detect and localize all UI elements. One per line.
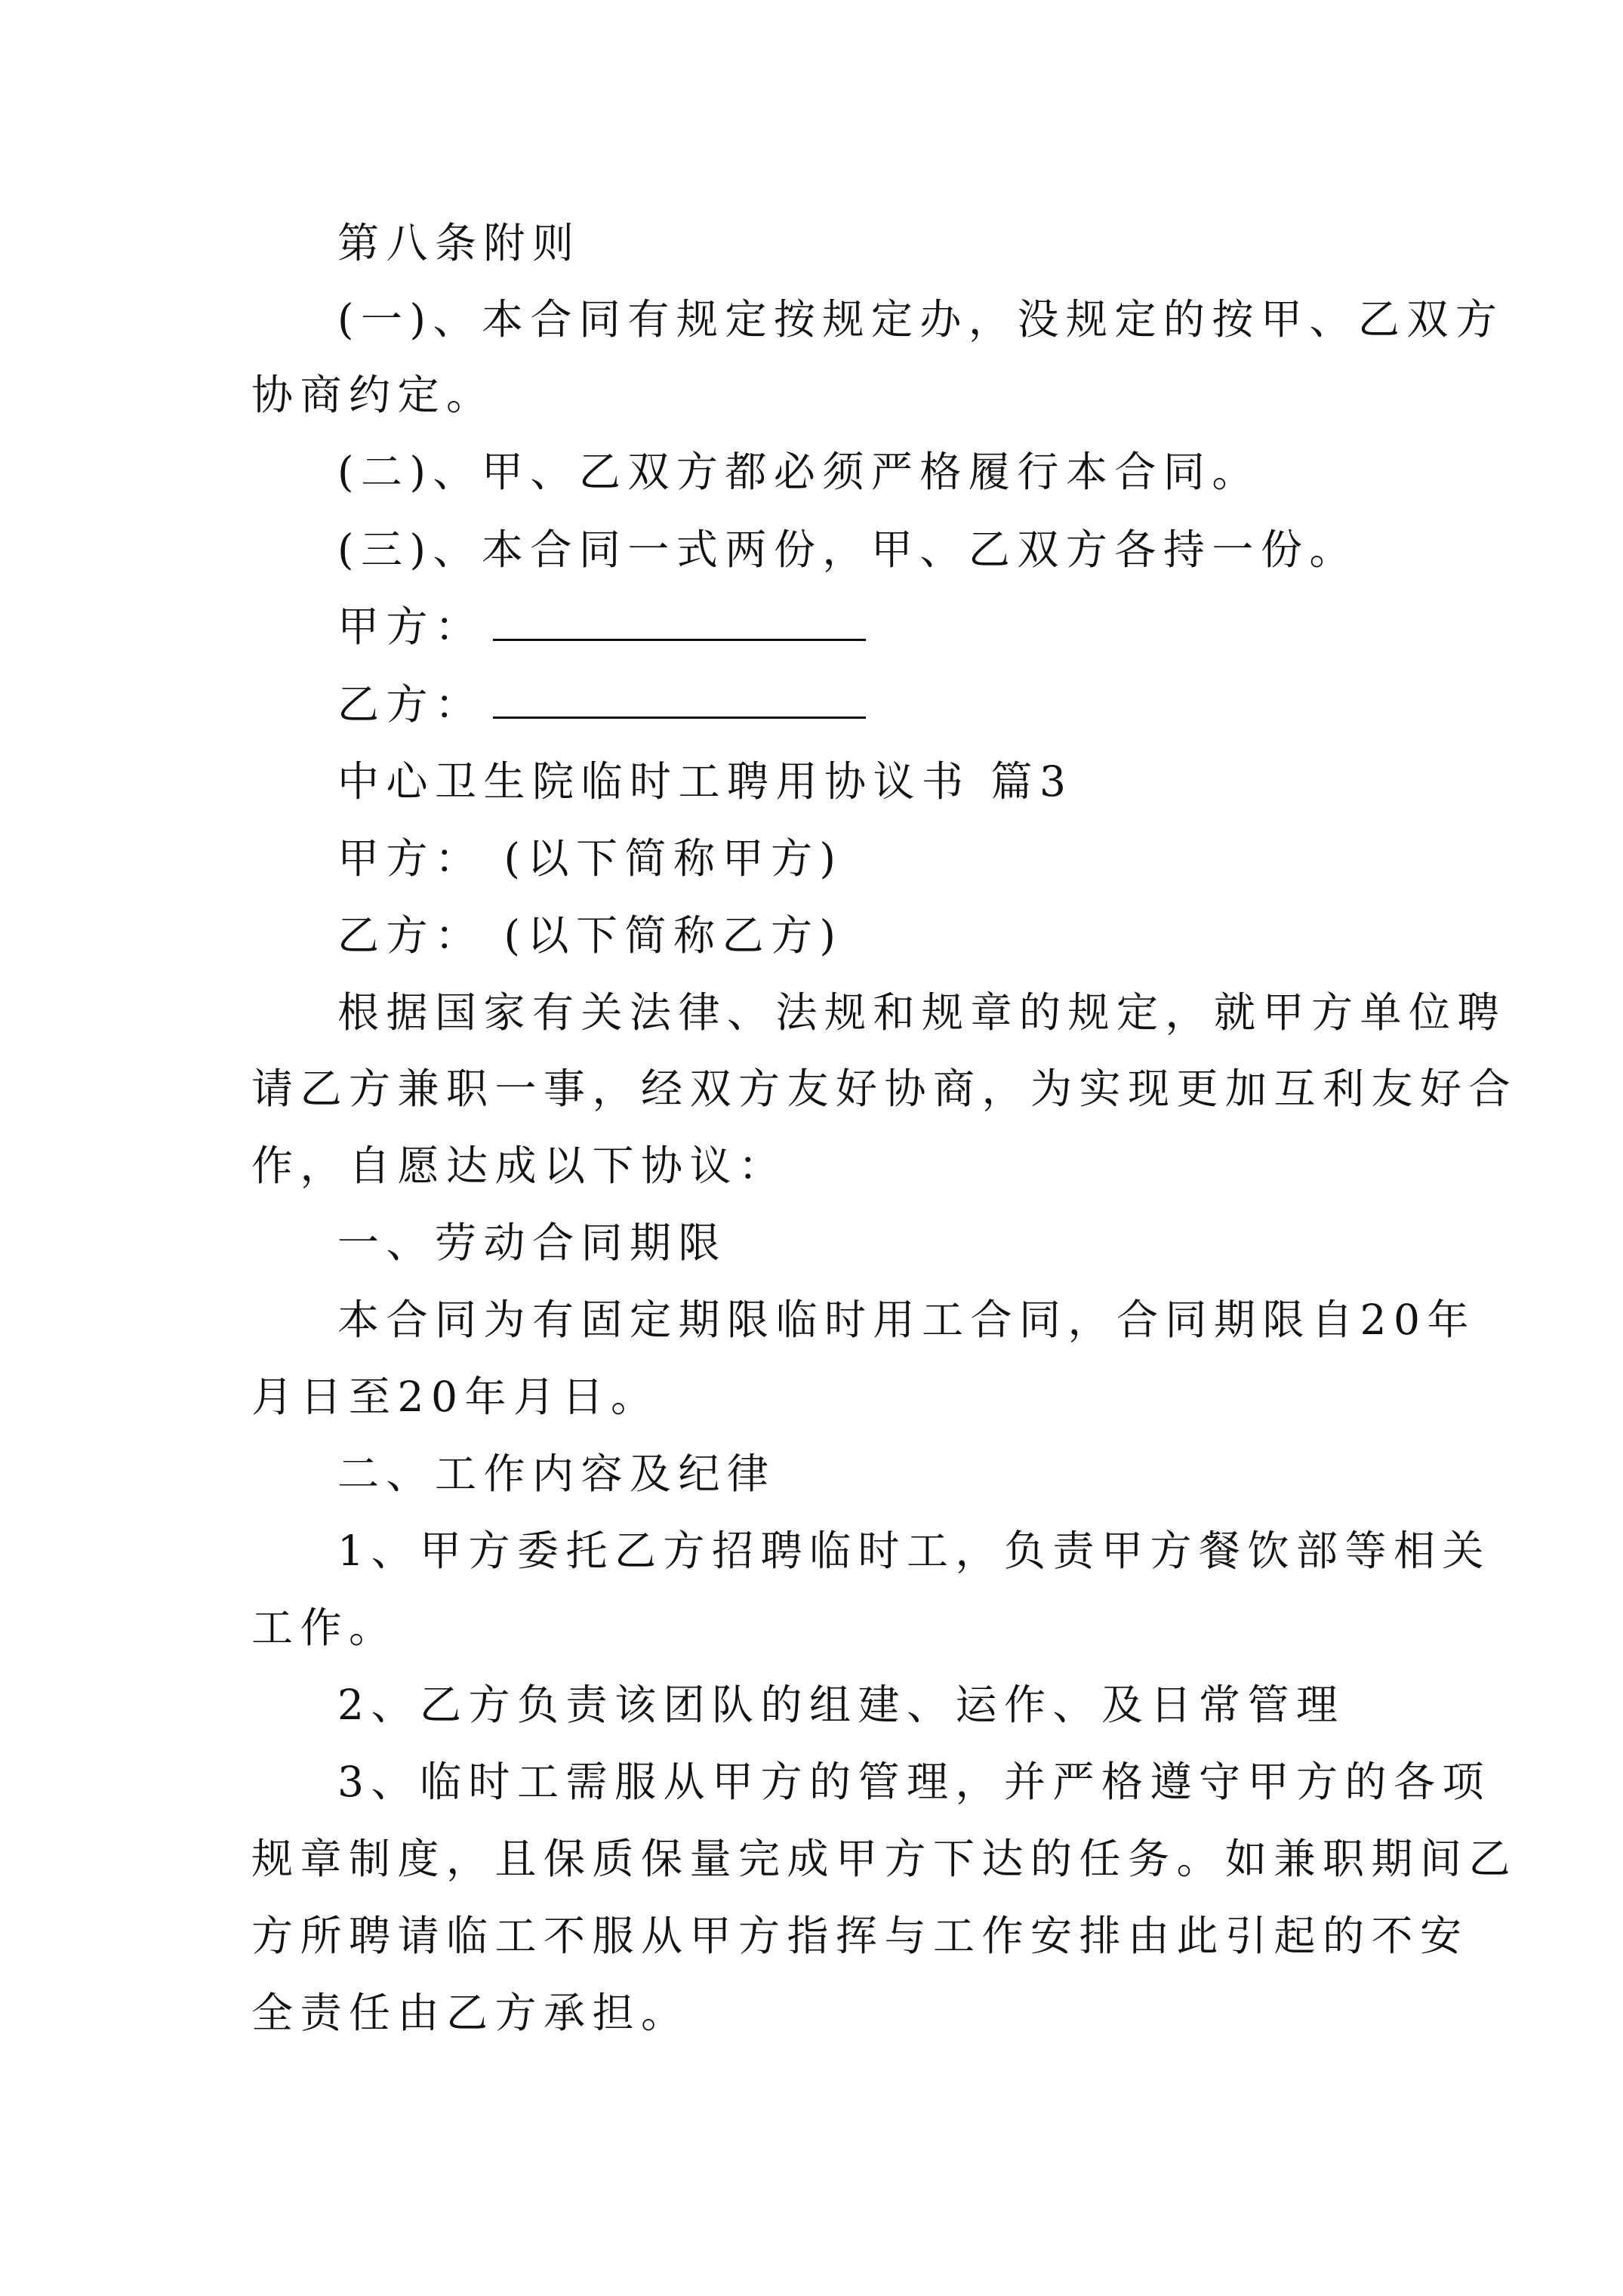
heading-contract-term: 一、劳动合同期限 — [337, 1219, 728, 1267]
article-heading: 第八条附则 — [337, 219, 581, 267]
intro-line-2: 请乙方兼职一事，经双方友好协商，为实现更加互利友好合 — [251, 1065, 1518, 1113]
item-3-line-1: 3、临时工需服从甲方的管理，并严格遵守甲方的各项 — [337, 1758, 1491, 1806]
party-b-signature — [337, 678, 866, 731]
clause-1-line-1: (一)、本合同有规定按规定办，没规定的按甲、乙双方 — [337, 295, 1504, 344]
term-line-2: 月日至20年月日。 — [251, 1373, 660, 1421]
party-a-line: 甲方： (以下简称甲方) — [337, 834, 843, 883]
term-line-1: 本合同为有固定期限临时用工合同，合同期限自20年 — [337, 1296, 1476, 1344]
party-a-label: 甲方： — [337, 603, 484, 651]
heading-work-content: 二、工作内容及纪律 — [337, 1450, 776, 1498]
party-a-signature — [337, 600, 866, 653]
clause-2: (二)、甲、乙双方都必须严格履行本合同。 — [337, 448, 1261, 496]
item-3-line-4: 全责任由乙方承担。 — [251, 1989, 690, 2037]
item-1-line-2: 工作。 — [251, 1604, 398, 1652]
party-b-label: 乙方： — [337, 680, 484, 729]
item-3-line-2: 规章制度，且保质保量完成甲方下达的任务。如兼职期间乙 — [251, 1835, 1518, 1883]
item-1-line-1: 1、甲方委托乙方招聘临时工，负责甲方餐饮部等相关 — [337, 1527, 1491, 1575]
party-b-signature-line — [493, 679, 866, 719]
party-b-line: 乙方： (以下简称乙方) — [337, 911, 843, 960]
clause-1-line-2: 协商约定。 — [251, 371, 495, 419]
intro-line-3: 作，自愿达成以下协议： — [251, 1142, 787, 1190]
item-3-line-3: 方所聘请临工不服从甲方指挥与工作安排由此引起的不安 — [251, 1912, 1469, 1960]
clause-3: (三)、本合同一式两份，甲、乙双方各持一份。 — [337, 525, 1358, 574]
party-a-signature-line — [493, 601, 866, 641]
item-2: 2、乙方负责该团队的组建、运作、及日常管理 — [337, 1681, 1345, 1729]
section-title: 中心卫生院临时工聘用协议书 篇3 — [337, 757, 1073, 806]
intro-line-1: 根据国家有关法律、法规和规章的规定，就甲方单位聘 — [337, 988, 1507, 1037]
